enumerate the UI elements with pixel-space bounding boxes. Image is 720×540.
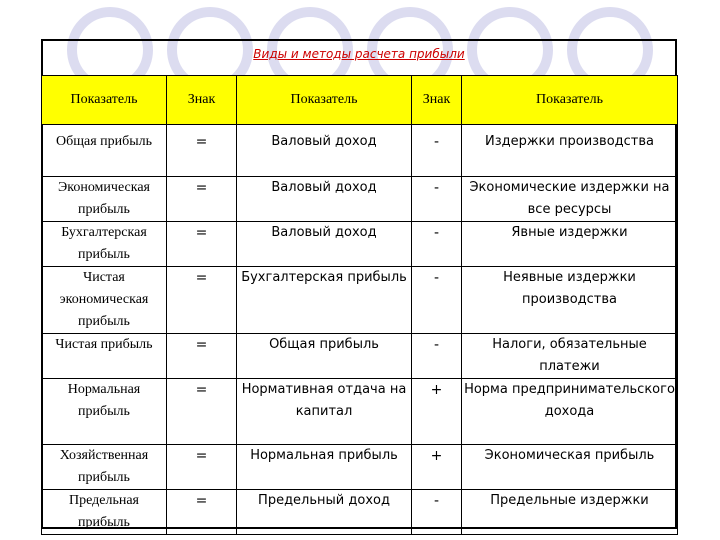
header-row bbox=[42, 76, 678, 125]
row-term-1: Валовый доход bbox=[237, 125, 412, 177]
row-term-1: Нормативная отдача на капитал bbox=[237, 379, 412, 445]
row-indicator: Чистая экономическая прибыль bbox=[42, 267, 167, 334]
row-sign-1: = bbox=[167, 222, 237, 267]
table-row bbox=[42, 177, 678, 222]
row-term-2: Неявные издержки производства bbox=[462, 267, 678, 334]
row-sign-2: - bbox=[412, 490, 462, 535]
row-sign-2: - bbox=[412, 177, 462, 222]
row-sign-1: = bbox=[167, 490, 237, 535]
header-indicator: Показатель bbox=[42, 76, 167, 125]
row-sign-2: - bbox=[412, 222, 462, 267]
row-sign-2: - bbox=[412, 125, 462, 177]
table-row bbox=[42, 445, 678, 490]
table-row bbox=[42, 490, 678, 535]
profit-table bbox=[41, 75, 678, 535]
table-row bbox=[42, 125, 678, 177]
row-indicator: Чистая прибыль bbox=[42, 334, 167, 379]
row-sign-1: = bbox=[167, 125, 237, 177]
row-sign-1: = bbox=[167, 267, 237, 334]
row-sign-1: = bbox=[167, 445, 237, 490]
row-indicator: Нормальная прибыль bbox=[42, 379, 167, 445]
table-row bbox=[42, 379, 678, 445]
row-term-2: Издержки производства bbox=[462, 125, 678, 177]
row-term-2: Экономическая прибыль bbox=[462, 445, 678, 490]
row-term-1: Бухгалтерская прибыль bbox=[237, 267, 412, 334]
row-indicator: Предельная прибыль bbox=[42, 490, 167, 535]
row-term-2: Экономические издержки на все ресурсы bbox=[462, 177, 678, 222]
row-sign-1: = bbox=[167, 177, 237, 222]
row-sign-1: = bbox=[167, 334, 237, 379]
row-sign-2: + bbox=[412, 379, 462, 445]
row-sign-2: - bbox=[412, 267, 462, 334]
row-sign-2: - bbox=[412, 334, 462, 379]
header-term-2: Показатель bbox=[462, 76, 678, 125]
row-indicator: Бухгалтерская прибыль bbox=[42, 222, 167, 267]
header-term-1: Показатель bbox=[237, 76, 412, 125]
table-row bbox=[42, 267, 678, 334]
row-sign-2: + bbox=[412, 445, 462, 490]
header-sign-2: Знак bbox=[412, 76, 462, 125]
row-sign-1: = bbox=[167, 379, 237, 445]
page-title: Виды и методы расчета прибыли bbox=[253, 47, 465, 61]
row-term-2: Норма предпринимательского дохода bbox=[462, 379, 678, 445]
row-term-1: Предельный доход bbox=[237, 490, 412, 535]
row-indicator: Экономическая прибыль bbox=[42, 177, 167, 222]
row-term-2: Налоги, обязательные платежи bbox=[462, 334, 678, 379]
row-term-1: Общая прибыль bbox=[237, 334, 412, 379]
row-indicator: Общая прибыль bbox=[42, 125, 167, 177]
table-row bbox=[42, 222, 678, 267]
header-sign-1: Знак bbox=[167, 76, 237, 125]
row-term-1: Валовый доход bbox=[237, 222, 412, 267]
table-row bbox=[42, 334, 678, 379]
row-term-1: Нормальная прибыль bbox=[237, 445, 412, 490]
row-indicator: Хозяйственная прибыль bbox=[42, 445, 167, 490]
row-term-1: Валовый доход bbox=[237, 177, 412, 222]
row-term-2: Явные издержки bbox=[462, 222, 678, 267]
row-term-2: Предельные издержки bbox=[462, 490, 678, 535]
